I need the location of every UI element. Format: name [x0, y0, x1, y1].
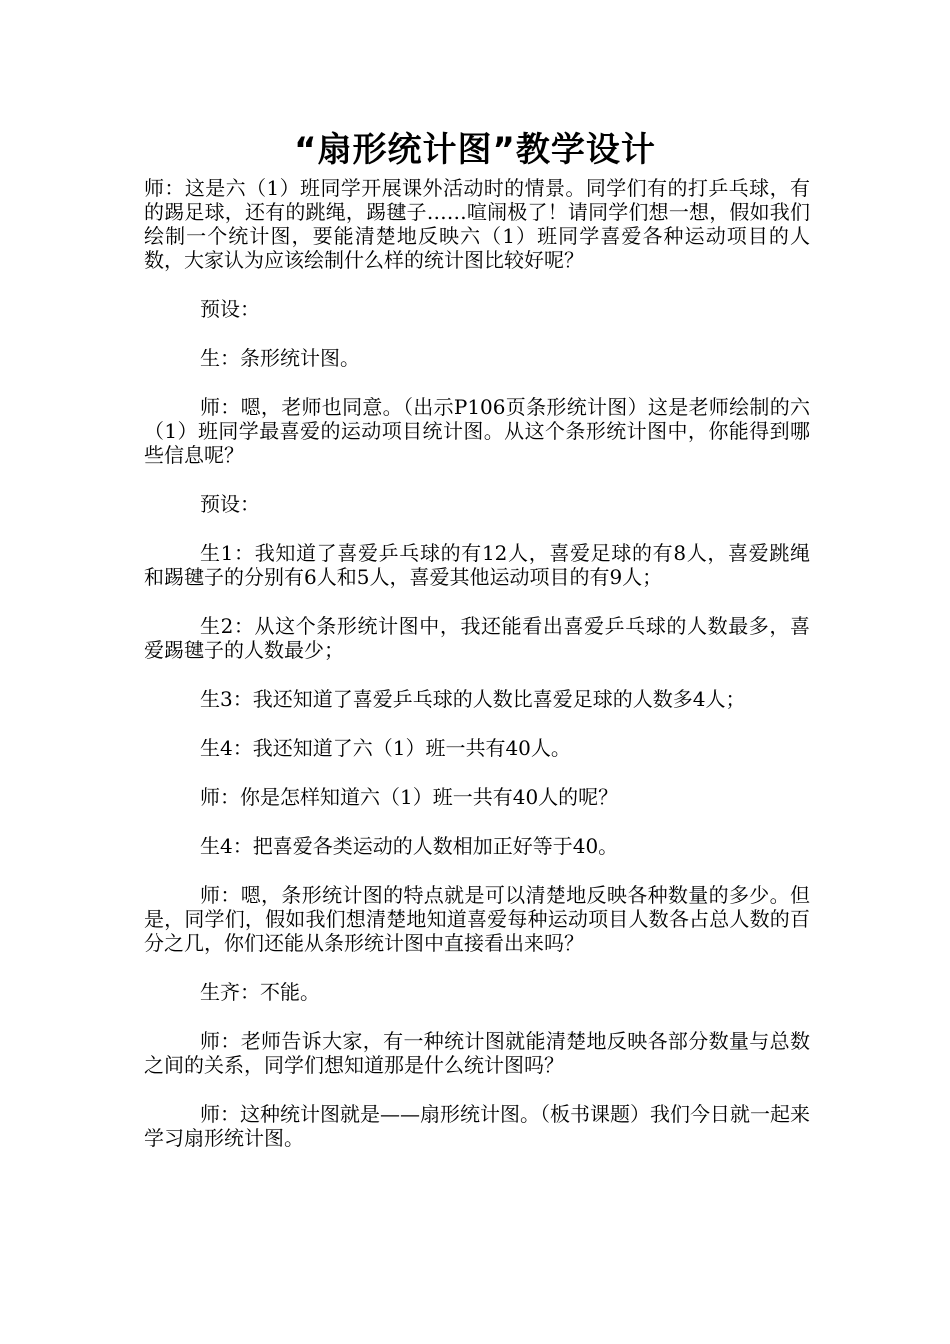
- paragraph-1: 师：这是六（1）班同学开展课外活动时的情景。同学们有的打乒乓球，有的踢足球，还有的跳绳，踢毽子……喧闹极了！请同学们想一想，假如我们绘制一个统计图，要能清楚地反映六（1）班同学喜爱各种运动项目的人数，大家认为应该绘制什么样的统计图比较好呢？: [144, 176, 810, 272]
- paragraph-6: 生1：我知道了喜爱乒乓球的有12人，喜爱足球的有8人，喜爱跳绳和踢毽子的分别有6人和5人，喜爱其他运动项目的有9人；: [144, 541, 810, 589]
- document-body: [144, 176, 810, 1175]
- paragraph-2: 预设：: [200, 297, 260, 321]
- paragraph-11: 生4：把喜爱各类运动的人数相加正好等于40。: [200, 834, 619, 858]
- paragraph-13: 生齐：不能。: [200, 980, 320, 1004]
- document-title: “扇形统计图”教学设计: [294, 130, 656, 170]
- paragraph-8: 生3：我还知道了喜爱乒乓球的人数比喜爱足球的人数多4人；: [200, 687, 746, 711]
- paragraph-14: 师：老师告诉大家，有一种统计图就能清楚地反映各部分数量与总数之间的关系，同学们想知道那是什么统计图吗？: [144, 1029, 810, 1077]
- paragraph-7: 生2：从这个条形统计图中，我还能看出喜爱乒乓球的人数最多，喜爱踢毽子的人数最少；: [144, 614, 810, 662]
- paragraph-15: 师：这种统计图就是——扇形统计图。（板书课题）我们今日就一起来学习扇形统计图。: [144, 1102, 810, 1150]
- paragraph-10: 师：你是怎样知道六（1）班一共有40人的呢？: [200, 785, 619, 809]
- paragraph-9: 生4：我还知道了六（1）班一共有40人。: [200, 736, 571, 760]
- paragraph-12: 师：嗯，条形统计图的特点就是可以清楚地反映各种数量的多少。但是，同学们，假如我们想清楚地知道喜爱每种运动项目人数各占总人数的百分之几，你们还能从条形统计图中直接看出来吗？: [144, 883, 810, 955]
- paragraph-5: 预设：: [200, 492, 260, 516]
- paragraph-3: 生：条形统计图。: [200, 346, 360, 370]
- paragraph-4: 师：嗯，老师也同意。（出示P106页条形统计图）这是老师绘制的六（1）班同学最喜爱的运动项目统计图。从这个条形统计图中，你能得到哪些信息呢？: [144, 395, 810, 467]
